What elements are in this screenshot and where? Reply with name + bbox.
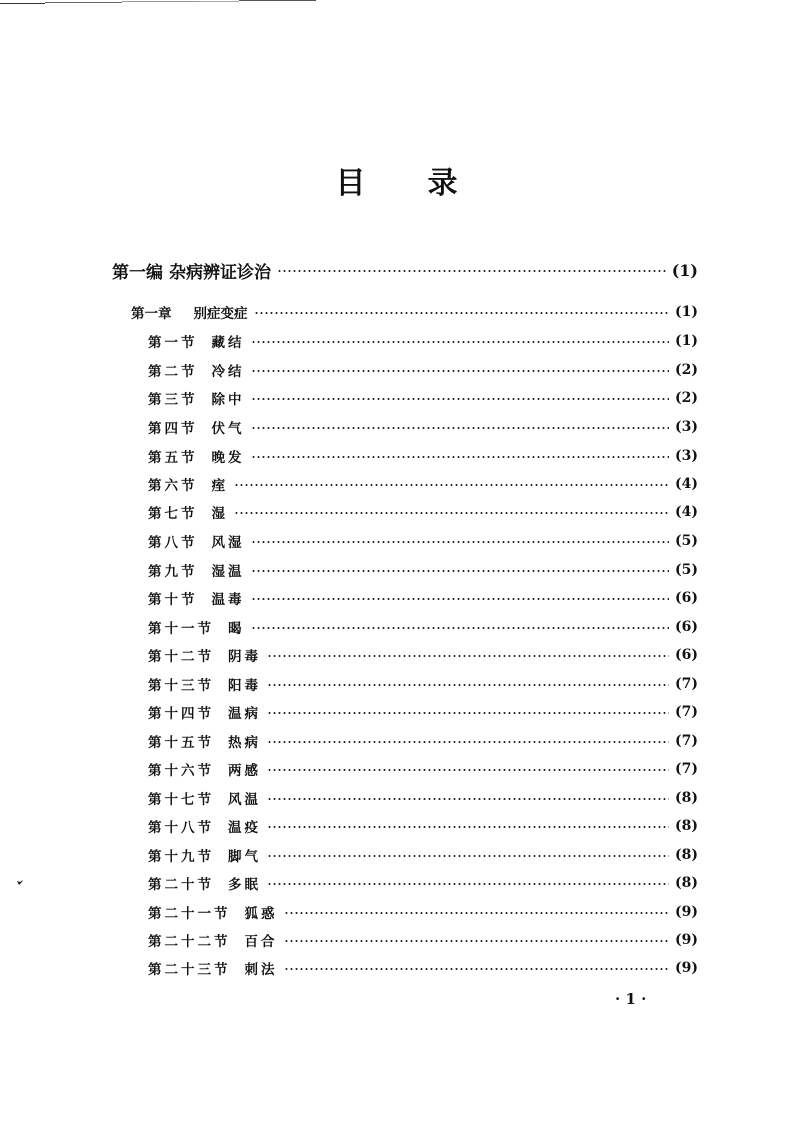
part-name: 杂病辨证诊治 <box>169 262 271 283</box>
leader-dots <box>234 484 669 486</box>
section-number: 第二节 <box>148 364 198 380</box>
section-name: 藏结 <box>211 335 245 351</box>
title-char-1: 目 <box>335 166 366 201</box>
leader-dots <box>277 270 666 272</box>
page-number: (7) <box>675 676 698 692</box>
section-number: 第十二节 <box>148 649 214 665</box>
section-name: 湿温 <box>211 564 245 580</box>
page-number: (5) <box>675 533 698 549</box>
leader-dots <box>267 798 669 800</box>
toc-section-entry[interactable] <box>148 873 698 893</box>
toc-part-entry[interactable] <box>112 258 698 282</box>
page-number: (9) <box>675 932 698 948</box>
section-number: 第八节 <box>148 535 198 551</box>
section-name: 伏气 <box>211 421 245 437</box>
section-name: 阴毒 <box>228 649 261 665</box>
toc-section-entry[interactable] <box>148 759 698 779</box>
section-name: 狐惑 <box>244 906 278 922</box>
leader-dots <box>251 627 670 629</box>
page-number: (7) <box>675 761 698 777</box>
page-number: (1) <box>675 304 698 320</box>
page-number: (3) <box>675 448 698 464</box>
toc-section-entry[interactable] <box>148 474 698 494</box>
section-name: 两感 <box>228 763 261 779</box>
section-number: 第十八节 <box>148 820 214 836</box>
page-number: (3) <box>675 419 698 435</box>
page-number: (2) <box>675 362 698 378</box>
title-char-2: 录 <box>427 166 458 201</box>
page-number: (4) <box>675 504 698 520</box>
section-name: 多眠 <box>228 877 261 893</box>
page-number: (1) <box>675 333 698 349</box>
section-name: 刺法 <box>244 962 278 978</box>
leader-dots <box>284 940 670 942</box>
toc-section-entry[interactable] <box>148 360 698 380</box>
section-name: 百合 <box>244 934 278 950</box>
toc-section-entry[interactable] <box>148 788 698 808</box>
chapter-number: 第一章 <box>131 306 172 322</box>
scan-edge-segment <box>239 0 316 1</box>
leader-dots <box>251 341 670 343</box>
leader-dots <box>251 598 670 600</box>
page-number: (6) <box>675 619 698 635</box>
section-number: 第三节 <box>148 392 198 408</box>
page-number: (8) <box>675 875 698 891</box>
section-number: 第二十节 <box>148 877 214 893</box>
section-number: 第九节 <box>148 564 198 580</box>
section-number: 第十三节 <box>148 678 214 694</box>
toc-section-entry[interactable] <box>148 417 698 437</box>
scan-mark-icon <box>17 880 24 885</box>
leader-dots <box>251 570 670 572</box>
section-number: 第十七节 <box>148 792 214 808</box>
toc-section-entry[interactable] <box>148 645 698 665</box>
section-number: 第十九节 <box>148 849 214 865</box>
section-number: 第二十三节 <box>148 962 231 978</box>
leader-dots <box>284 912 670 914</box>
section-number: 第一节 <box>148 335 198 351</box>
leader-dots <box>234 512 669 514</box>
section-name: 痓 <box>211 478 228 494</box>
leader-dots <box>267 826 669 828</box>
page-number: (5) <box>675 562 698 578</box>
section-number: 第十节 <box>148 592 198 608</box>
page-number: (8) <box>675 818 698 834</box>
section-number: 第七节 <box>148 506 198 522</box>
page-number: (9) <box>675 960 698 976</box>
leader-dots <box>251 427 670 429</box>
leader-dots <box>267 769 669 771</box>
scan-edge-segment <box>45 2 122 3</box>
chapter-name: 别症变症 <box>193 306 248 322</box>
section-number: 第六节 <box>148 478 198 494</box>
section-name: 温毒 <box>211 592 245 608</box>
section-number: 第十六节 <box>148 763 214 779</box>
toc-section-entry[interactable] <box>148 617 698 637</box>
toc-section-entry[interactable] <box>148 531 698 551</box>
page-number: (1) <box>671 260 698 280</box>
section-name: 脚气 <box>228 849 261 865</box>
page-number: (8) <box>675 847 698 863</box>
leader-dots <box>267 684 669 686</box>
section-number: 第十一节 <box>148 621 214 637</box>
toc-section-entry[interactable] <box>148 446 698 466</box>
section-name: 风温 <box>228 792 261 808</box>
toc-section-entry[interactable] <box>148 930 698 950</box>
toc-section-entry[interactable] <box>148 331 698 351</box>
page-number: (8) <box>675 790 698 806</box>
toc-section-entry[interactable] <box>148 702 698 722</box>
page-number: (4) <box>675 476 698 492</box>
leader-dots <box>267 741 669 743</box>
section-name: 温病 <box>228 706 261 722</box>
section-name: 温疫 <box>228 820 261 836</box>
section-number: 第四节 <box>148 421 198 437</box>
section-name: 冷结 <box>211 364 245 380</box>
leader-dots <box>267 655 669 657</box>
leader-dots <box>284 968 670 970</box>
section-name: 风湿 <box>211 535 245 551</box>
toc-chapter-entry[interactable] <box>131 302 698 322</box>
page-footer-number: · 1 · <box>615 990 647 1008</box>
scan-edge-segment <box>0 3 45 4</box>
page-number: (7) <box>675 704 698 720</box>
section-name: 热病 <box>228 735 261 751</box>
toc-section-entry[interactable] <box>148 731 698 751</box>
section-name: 阳毒 <box>228 678 261 694</box>
leader-dots <box>267 855 669 857</box>
part-number: 第一编 <box>112 262 163 283</box>
leader-dots <box>267 883 669 885</box>
toc-section-entry[interactable] <box>148 388 698 408</box>
page-number: (6) <box>675 590 698 606</box>
page-number: (7) <box>675 733 698 749</box>
leader-dots <box>251 398 670 400</box>
section-number: 第二十二节 <box>148 934 231 950</box>
scan-edge-segment <box>199 1 239 2</box>
section-number: 第十五节 <box>148 735 214 751</box>
toc-section-entry[interactable] <box>148 588 698 608</box>
toc-section-entry[interactable] <box>148 816 698 836</box>
section-number: 第十四节 <box>148 706 214 722</box>
page-title <box>0 158 793 202</box>
toc-section-entry[interactable] <box>148 502 698 522</box>
toc-section-entry[interactable] <box>148 902 698 922</box>
section-name: 晚发 <box>211 450 245 466</box>
page-number: (6) <box>675 647 698 663</box>
toc-section-entry[interactable] <box>148 560 698 580</box>
section-name: 湿 <box>211 506 228 522</box>
section-name: 暍 <box>228 621 245 637</box>
page-number: (9) <box>675 904 698 920</box>
section-name: 除中 <box>211 392 245 408</box>
leader-dots <box>254 312 670 314</box>
leader-dots <box>267 712 669 714</box>
toc-section-entry[interactable] <box>148 958 698 978</box>
page-number: (2) <box>675 390 698 406</box>
leader-dots <box>251 541 670 543</box>
leader-dots <box>251 370 670 372</box>
section-number: 第五节 <box>148 450 198 466</box>
section-number: 第二十一节 <box>148 906 231 922</box>
toc-section-entry[interactable] <box>148 845 698 865</box>
toc-section-entry[interactable] <box>148 674 698 694</box>
scan-edge-segment <box>122 1 199 2</box>
leader-dots <box>251 456 670 458</box>
